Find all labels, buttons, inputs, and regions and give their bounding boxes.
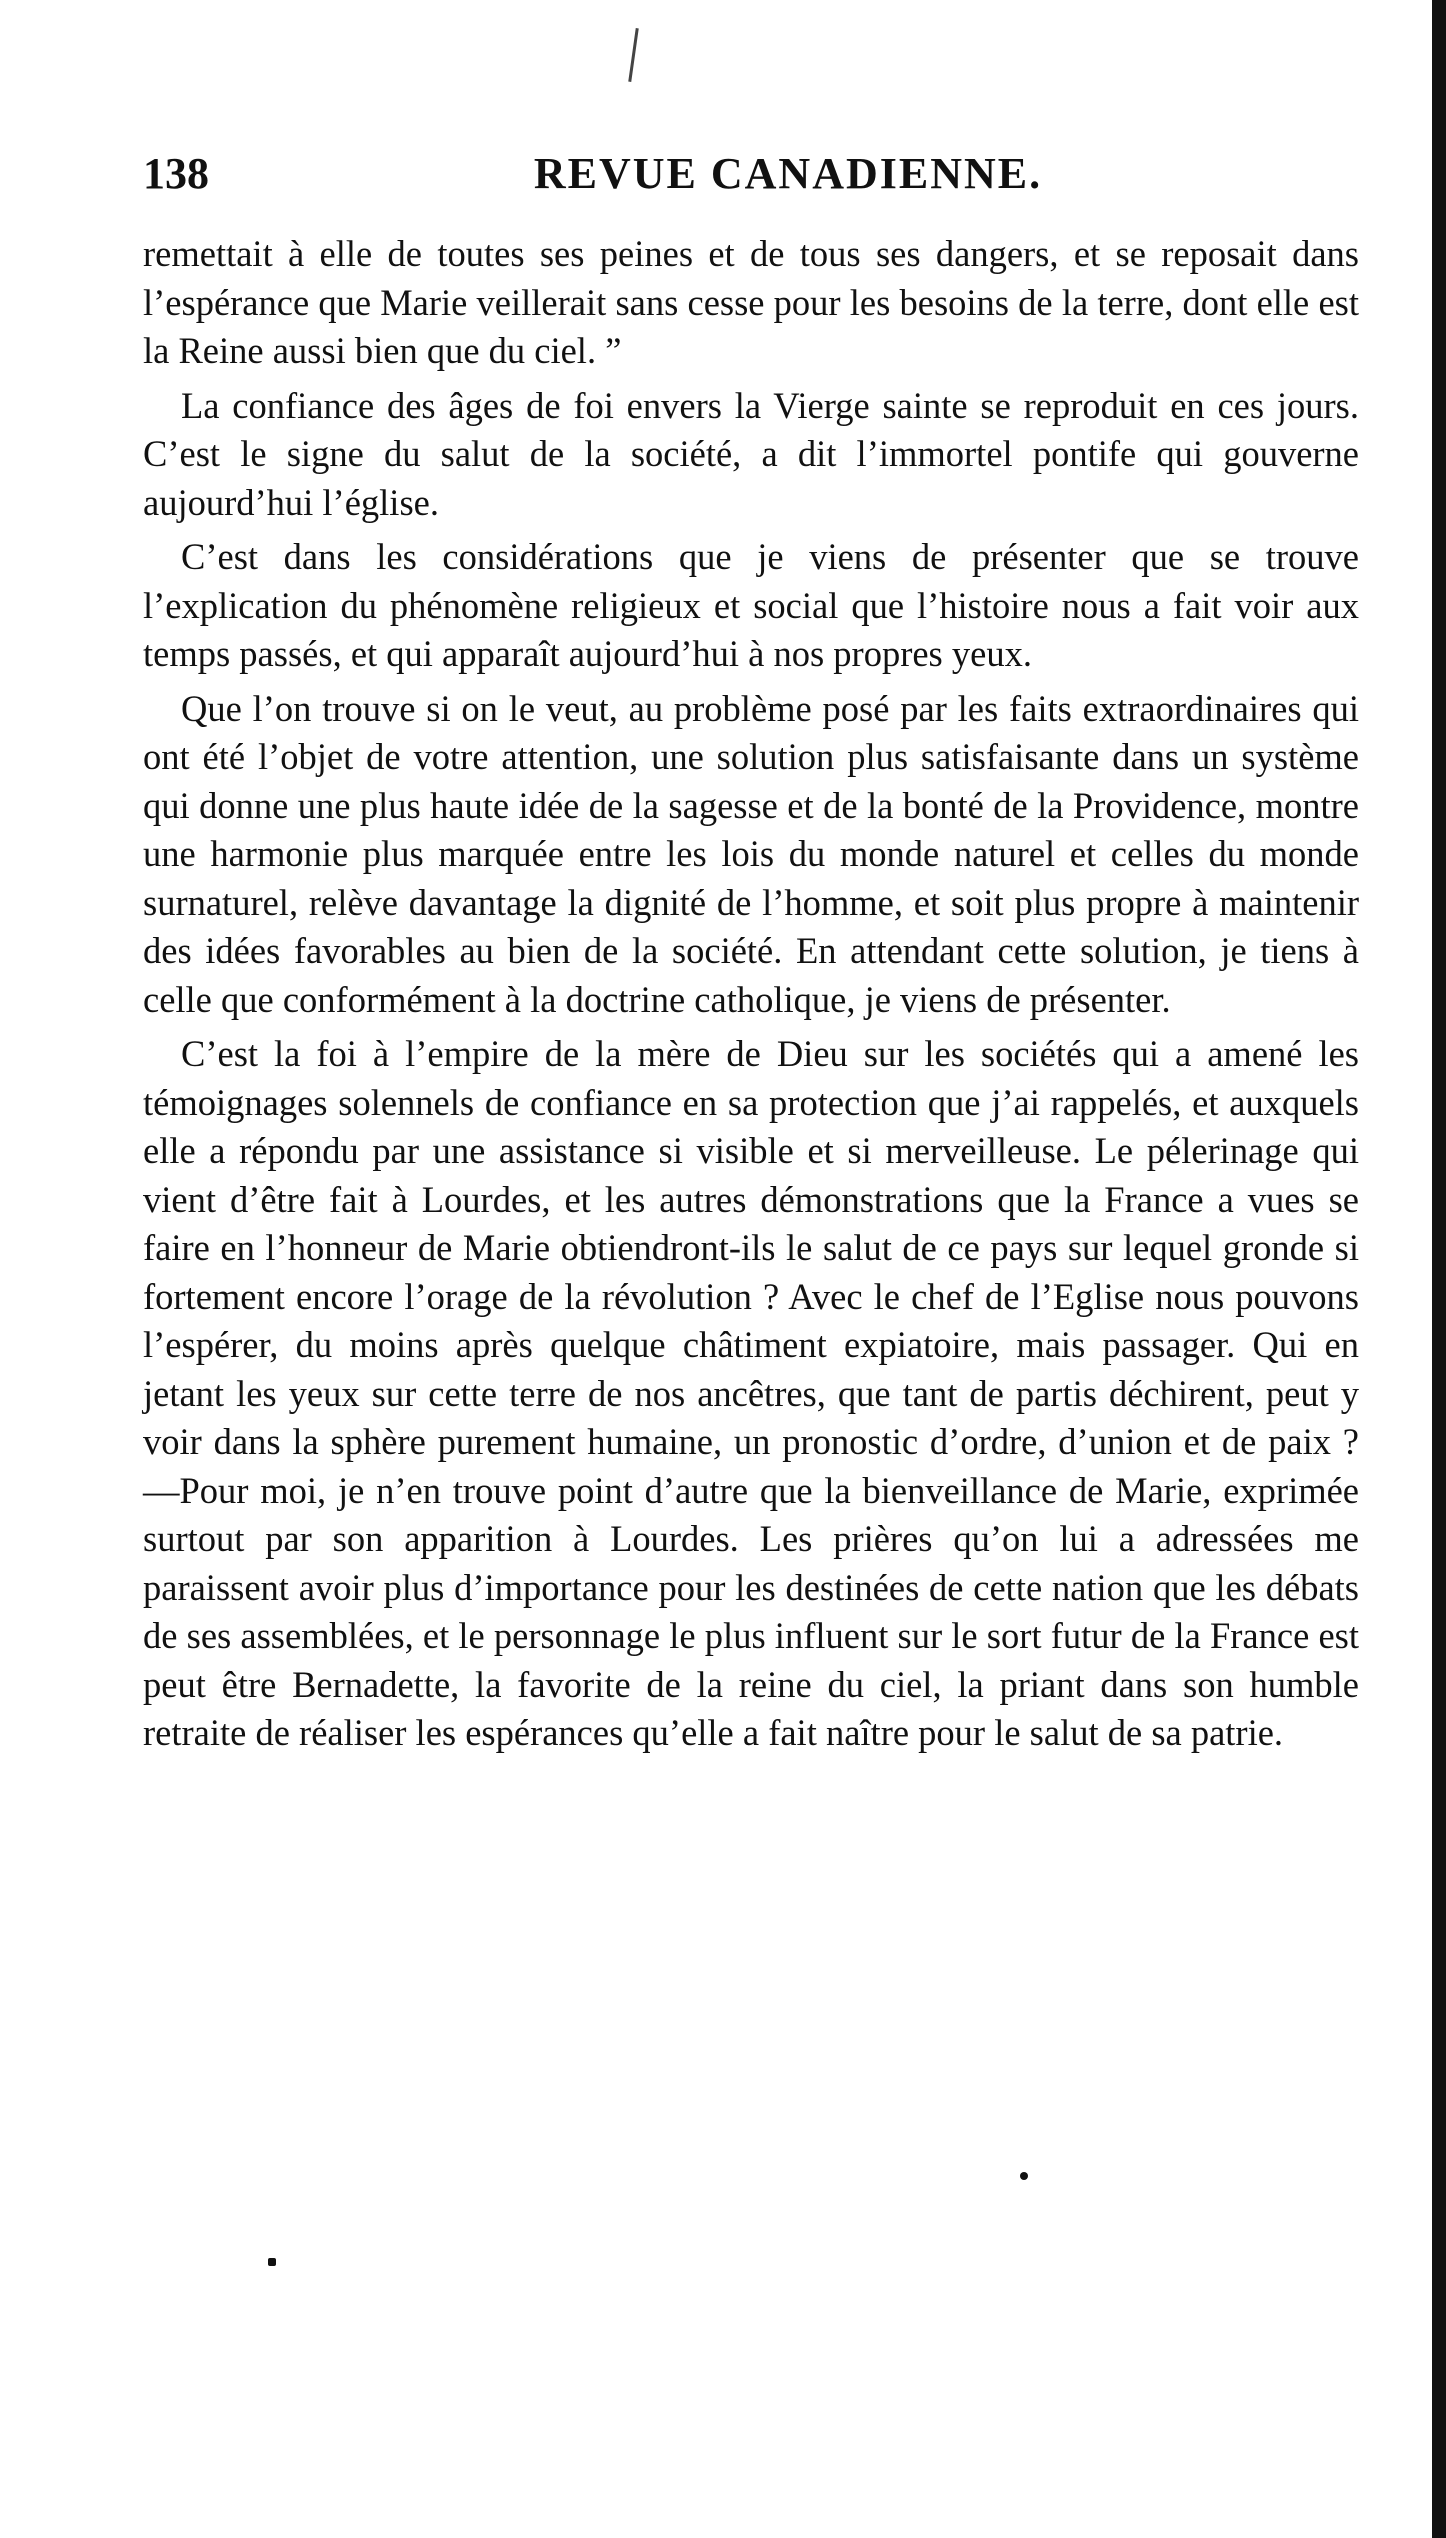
ink-speck [268,2258,276,2266]
paragraph-5: C’est la foi à l’empire de la mère de Dieu sur les sociétés qui a amené les témoignages solennels de confiance en sa protection que j’ai rappelés, et auxquels elle a répondu par une assistance si visible et si merveilleuse. Le pélerinage qui vient d’être fait à Lourdes, et les autres démonstrations que la France a vues se faire en l’honneur de Marie obtiendront-ils le salut de ce pays sur lequel gronde si fortement encore l’orage de la révolution ? Avec le chef de l’Eglise nous pouvons l’espérer, du moins après quelque châtiment expiatoire, mais passager. Qui en jetant les yeux sur cette terre de nos ancêtres, que tant de partis déchirent, peut y voir dans la sphère purement humaine, un pronostic d’ordre, d’union et de paix ?—Pour moi, je n’en trouve point d’autre que la bienveillance de Marie, exprimée surtout par son apparition à Lourdes. Les prières qu’on lui a adressées me paraissent avoir plus d’importance pour les destinées de cette nation que les débats de ses assemblées, et le personnage le plus influent sur le sort futur de la France est peut être Bernadette, la favorite de la reine du ciel, la priant dans son humble retraite de réaliser les espérances qu’elle a fait naître pour le salut de sa patrie. [143,1033,1359,1753]
paragraph-2: La confiance des âges de foi envers la Vierge sainte se reproduit en ces jours. C’est le signe du salut de la société, a dit l’immortel pontife qui gouverne aujourd’hui l’église. [143,384,1359,523]
paragraph-4: Que l’on trouve si on le veut, au problème posé par les faits extraordinaires qui ont été l’objet de votre attention, une solution plus satisfaisante dans un système qui donne une plus haute idée de la sagesse et de la bonté de la Providence, montre une harmonie plus marquée entre les lois du monde naturel et celles du monde surnaturel, relève davantage la dignité de l’homme, et soit plus propre à maintenir des idées favorables au bien de la société. En attendant cette solution, je tiens à celle que conformément à la doctrine catholique, je viens de présenter. [143,687,1359,1020]
paragraph-1: remettait à elle de toutes ses peines et de tous ses dangers, et se reposait dans l’espérance que Marie veillerait sans cesse pour les besoins de la terre, dont elle est la Reine aussi bien que du ciel. ” [143,233,1359,371]
page-header [143,148,1363,208]
scan-artifact-mark [628,28,638,82]
page-edge-border [1432,0,1446,2538]
paragraph-3: C’est dans les considérations que je viens de présenter que se trouve l’explication du phénomène religieux et social que l’histoire nous a fait voir aux temps passés, et qui apparaît aujourd’hui à nos propres yeux. [143,536,1359,674]
running-title: REVUE CANADIENNE. [533,149,1043,198]
body-text [143,230,1359,1764]
page-number: 138 [143,149,209,198]
ink-speck [1020,2172,1028,2180]
